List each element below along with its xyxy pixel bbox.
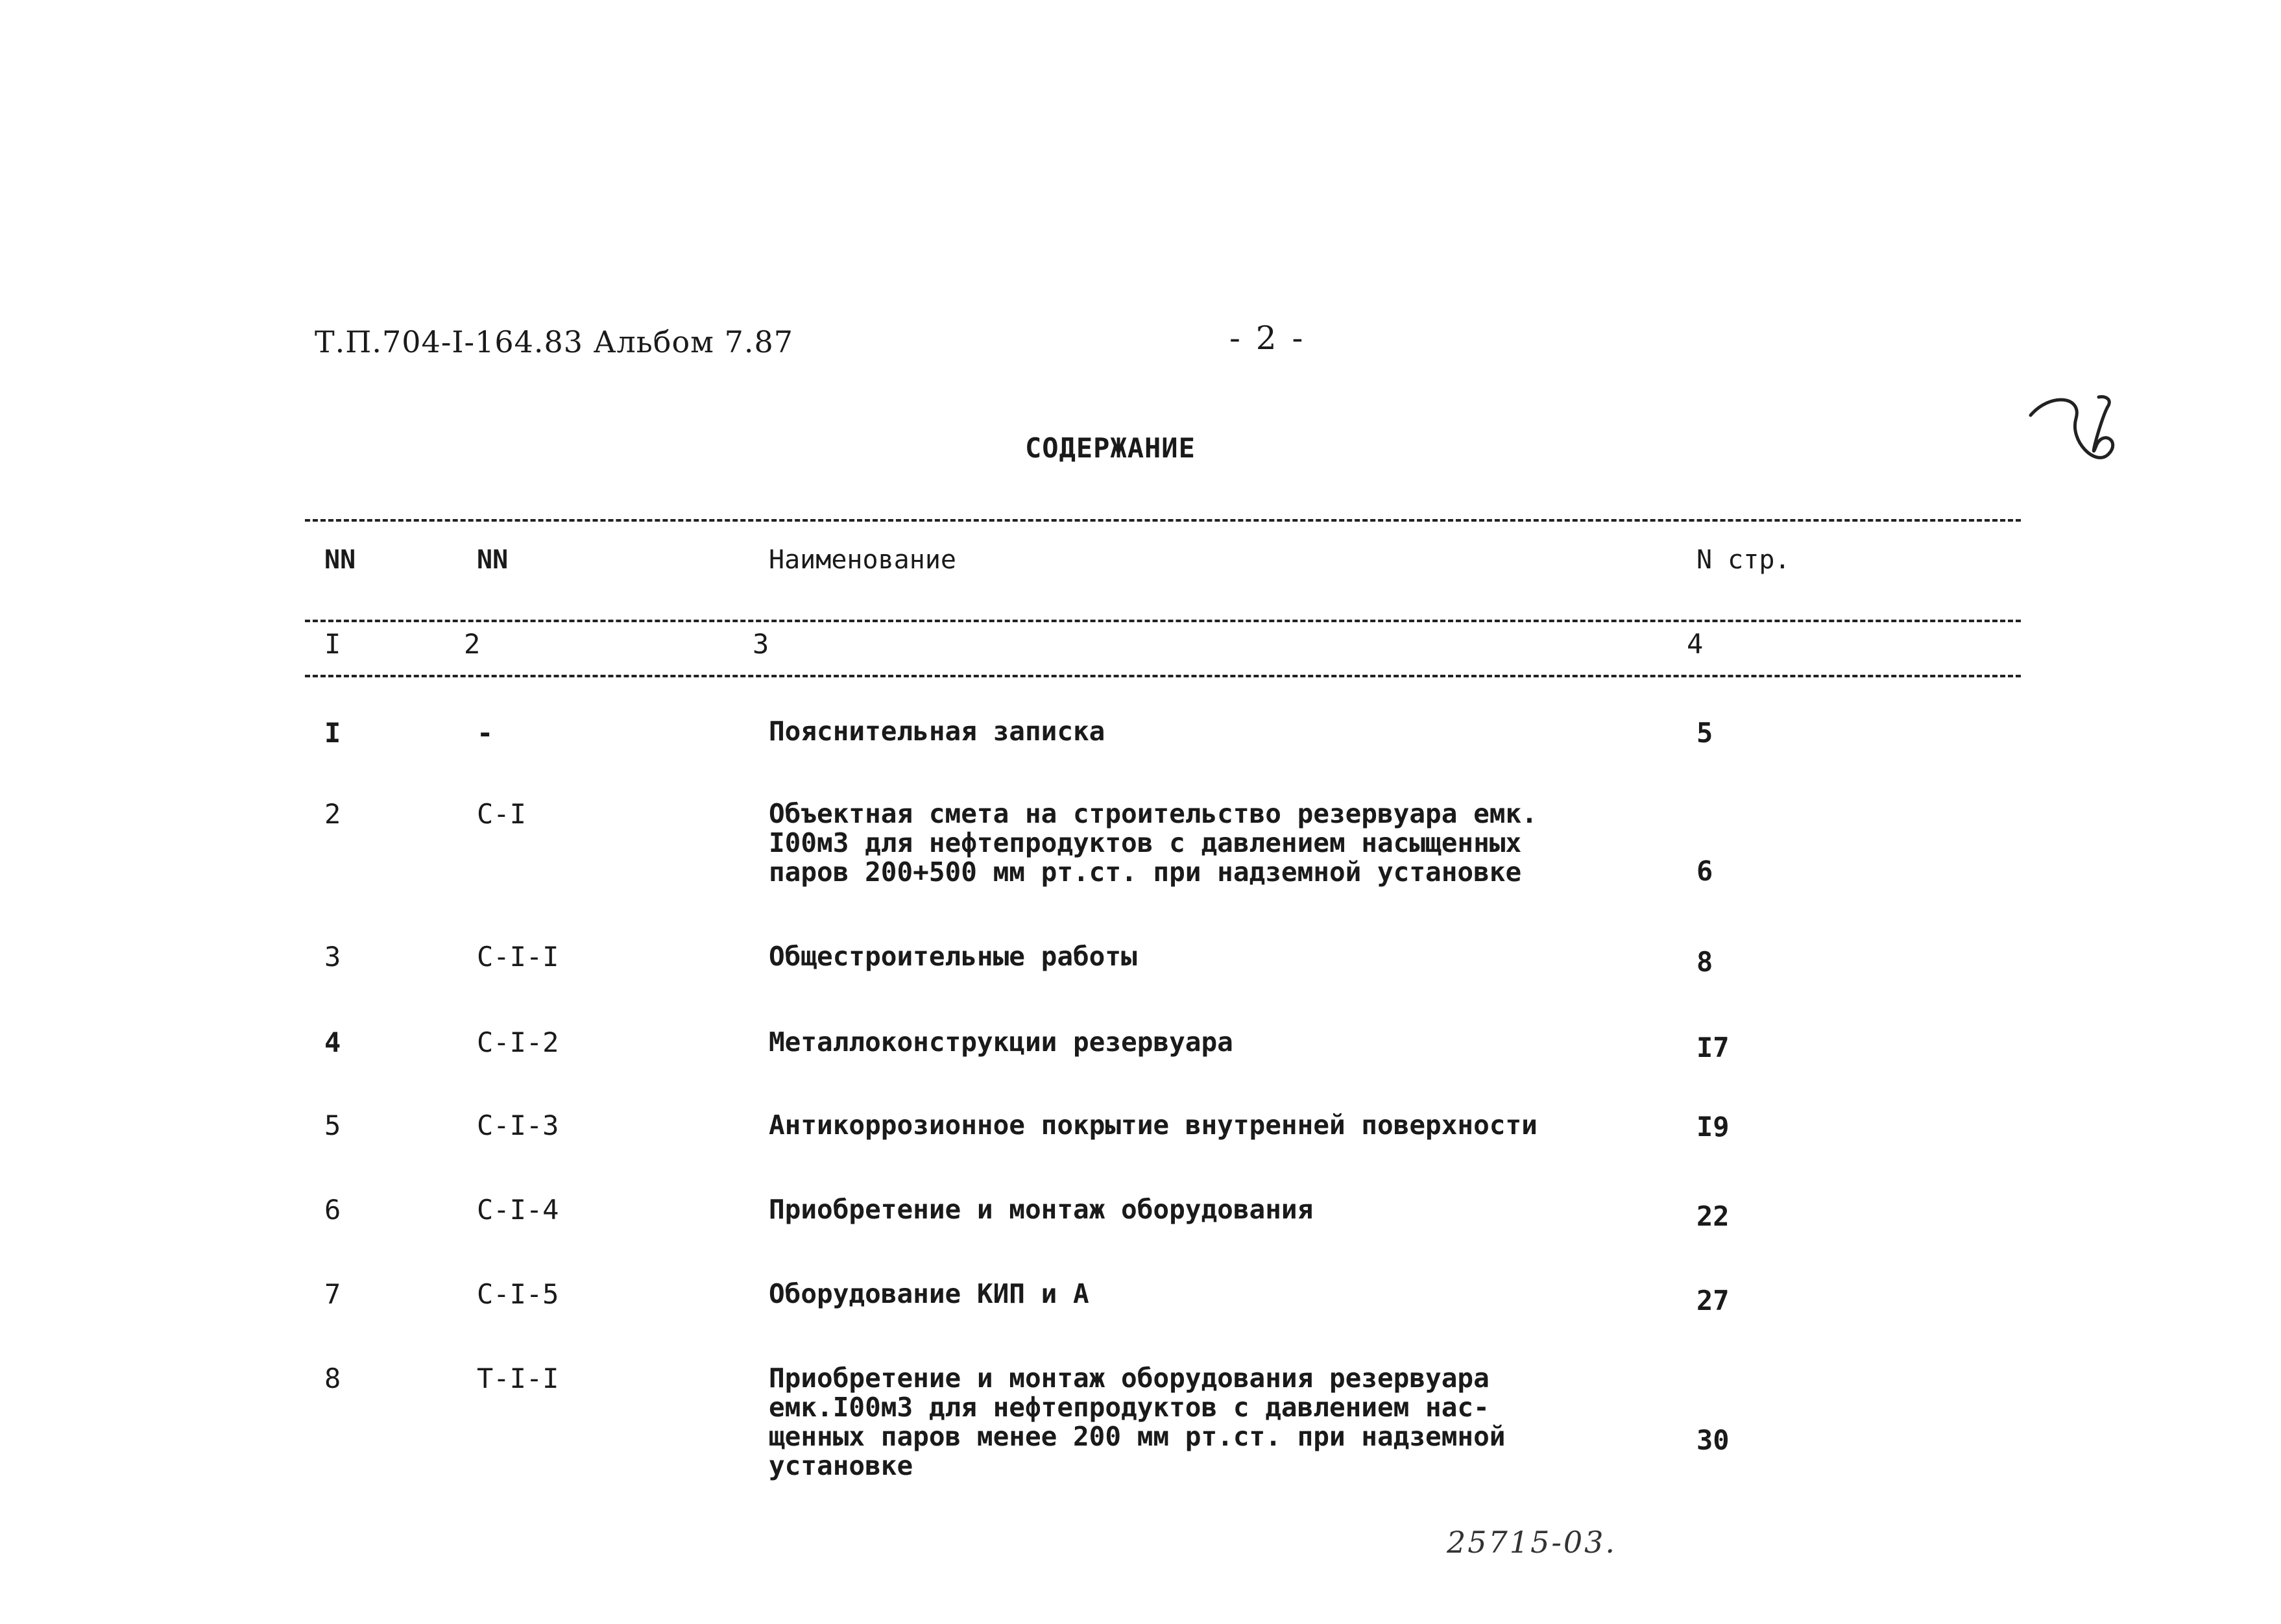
handwritten-mark [2024,389,2128,474]
column-number-1: I [324,628,341,660]
row-3-number: 3 [324,941,341,973]
row-6-number: 6 [324,1194,341,1226]
header-number: NN [324,545,356,575]
row-5-code: С-I-3 [477,1109,559,1141]
row-4-name: Металлоконструкции резервуара [769,1026,1233,1058]
row-4-page: I7 [1696,1032,1730,1063]
row-6-page: 22 [1696,1200,1730,1232]
row-1-code: - [477,717,494,749]
row-2-code: С-I [477,798,526,830]
header-name: Наименование [769,545,956,575]
row-7-code: С-I-5 [477,1278,559,1310]
column-number-rule [305,675,2021,677]
row-1-number: I [324,717,341,749]
header-rule [305,620,2021,622]
row-7-page: 27 [1696,1285,1730,1316]
row-2-number: 2 [324,798,341,830]
row-7-number: 7 [324,1278,341,1310]
table-top-rule [305,519,2021,522]
row-5-page: I9 [1696,1111,1730,1143]
row-3-code: С-I-I [477,941,559,973]
header-page: N стр. [1696,545,1791,575]
row-4-number: 4 [324,1026,341,1058]
column-number-3: 3 [753,628,769,660]
row-3-name: Общестроительные работы [769,941,1137,972]
row-3-page: 8 [1696,946,1713,978]
row-8-number: 8 [324,1363,341,1394]
row-7-name: Оборудование КИП и А [769,1278,1089,1309]
document-code: Т.П.704-I-164.83 Альбом 7.87 [315,324,793,359]
row-8-name: Приобретение и монтаж оборудования резервуара емк.I00м3 для нефтепродуктов с давлением нас- щенных паров менее 200 мм рт.ст. при надземной установке [769,1363,1506,1481]
row-1-page: 5 [1696,717,1713,749]
page-number: - 2 - [1229,319,1306,357]
row-1-name: Пояснительная записка [769,716,1105,747]
header-code: NN [477,545,509,575]
document-title: СОДЕРЖАНИЕ [1025,432,1196,464]
row-2-page: 6 [1696,855,1713,887]
row-5-number: 5 [324,1109,341,1141]
column-number-4: 4 [1687,628,1704,660]
row-8-page: 30 [1696,1424,1730,1456]
row-5-name: Антикоррозионное покрытие внутренней поверхности [769,1109,1538,1141]
row-6-code: С-I-4 [477,1194,559,1226]
archive-stamp-number: 25715-03. [1447,1525,1617,1560]
row-2-name: Объектная смета на строительство резервуара емк. I00м3 для нефтепродуктов с давлением насыщенных паров 200+500 мм рт.ст. при надземной установке [769,798,1538,888]
row-6-name: Приобретение и монтаж оборудования [769,1194,1314,1225]
row-4-code: С-I-2 [477,1026,559,1058]
column-number-2: 2 [464,628,481,660]
row-8-code: Т-I-I [477,1363,559,1394]
